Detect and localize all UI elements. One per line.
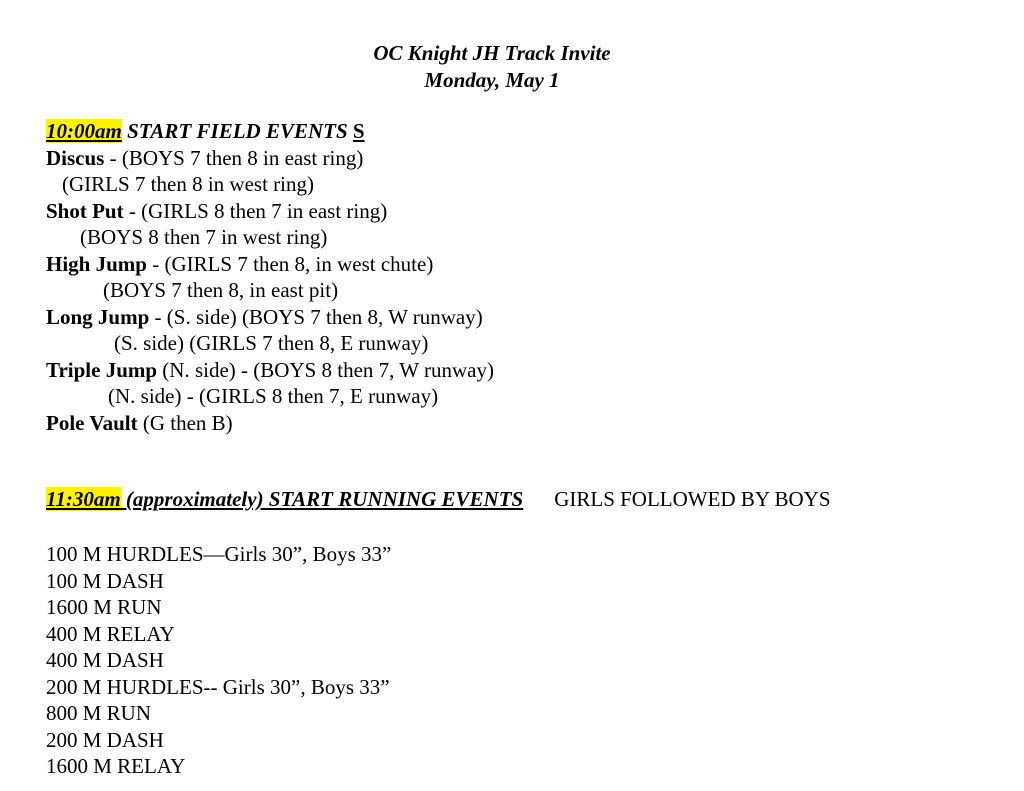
- event-detail: (G then B): [137, 410, 233, 435]
- event-name: Pole Vault: [46, 410, 138, 435]
- running-events-list: [46, 541, 391, 780]
- title-date: Monday, May 1: [424, 67, 560, 92]
- event-name: Discus: [46, 145, 105, 170]
- event-detail-cont: (BOYS 7 then 8, in east pit): [103, 278, 339, 302]
- field-event-high-jump: [46, 251, 494, 278]
- field-start-time: 10:00am: [46, 119, 122, 143]
- running-order-note: GIRLS FOLLOWED BY BOYS: [554, 487, 831, 511]
- running-heading-text: (approximately) START RUNNING EVENTS: [120, 487, 524, 511]
- event-detail-cont: (S. side) (GIRLS 7 then 8, E runway): [114, 331, 429, 355]
- running-event-item: 100 M DASH: [46, 568, 164, 593]
- field-event-discus: [46, 145, 494, 172]
- field-event-shot-put: [46, 198, 494, 225]
- event-name: Shot Put: [46, 198, 124, 223]
- field-events-section: [46, 118, 494, 436]
- running-event-item: 1600 M RELAY: [46, 754, 186, 778]
- field-event-long-jump: [46, 304, 494, 331]
- running-event-item: 200 M HURDLES-- Girls 30”, Boys 33”: [46, 674, 390, 699]
- field-heading-text: START FIELD EVENTS: [121, 119, 353, 143]
- running-event-item: 400 M DASH: [46, 648, 164, 672]
- field-event-pole-vault: [46, 410, 494, 437]
- field-heading-suffix: S: [352, 119, 365, 143]
- field-events-heading: [46, 118, 494, 145]
- event-detail: (N. side) - (BOYS 8 then 7, W runway): [157, 357, 494, 382]
- running-event-item: 400 M RELAY: [46, 621, 175, 646]
- event-detail: - (GIRLS 8 then 7 in east ring): [123, 198, 388, 223]
- field-event-triple-jump: [46, 357, 494, 384]
- document-title: [0, 40, 984, 93]
- event-detail-cont: (GIRLS 7 then 8 in west ring): [62, 172, 314, 196]
- title-event-name: OC Knight JH Track Invite: [373, 41, 611, 65]
- running-event-item: 800 M RUN: [46, 701, 152, 725]
- event-name: High Jump: [46, 251, 147, 276]
- event-detail: - (S. side) (BOYS 7 then 8, W runway): [149, 304, 483, 329]
- running-start-time: 11:30am: [46, 487, 121, 511]
- running-event-item: 100 M HURDLES—Girls 30”, Boys 33”: [46, 542, 392, 566]
- event-detail: - (GIRLS 7 then 8, in west chute): [146, 251, 434, 276]
- running-event-item: 200 M DASH: [46, 727, 164, 752]
- event-name: Triple Jump: [46, 357, 158, 382]
- event-detail: - (BOYS 7 then 8 in east ring): [104, 145, 364, 170]
- running-event-item: 1600 M RUN: [46, 595, 162, 619]
- event-name: Long Jump: [46, 304, 150, 329]
- event-detail-cont: (BOYS 8 then 7 in west ring): [80, 225, 328, 249]
- event-detail-cont: (N. side) - (GIRLS 8 then 7, E runway): [108, 384, 439, 408]
- running-events-heading: [46, 486, 831, 513]
